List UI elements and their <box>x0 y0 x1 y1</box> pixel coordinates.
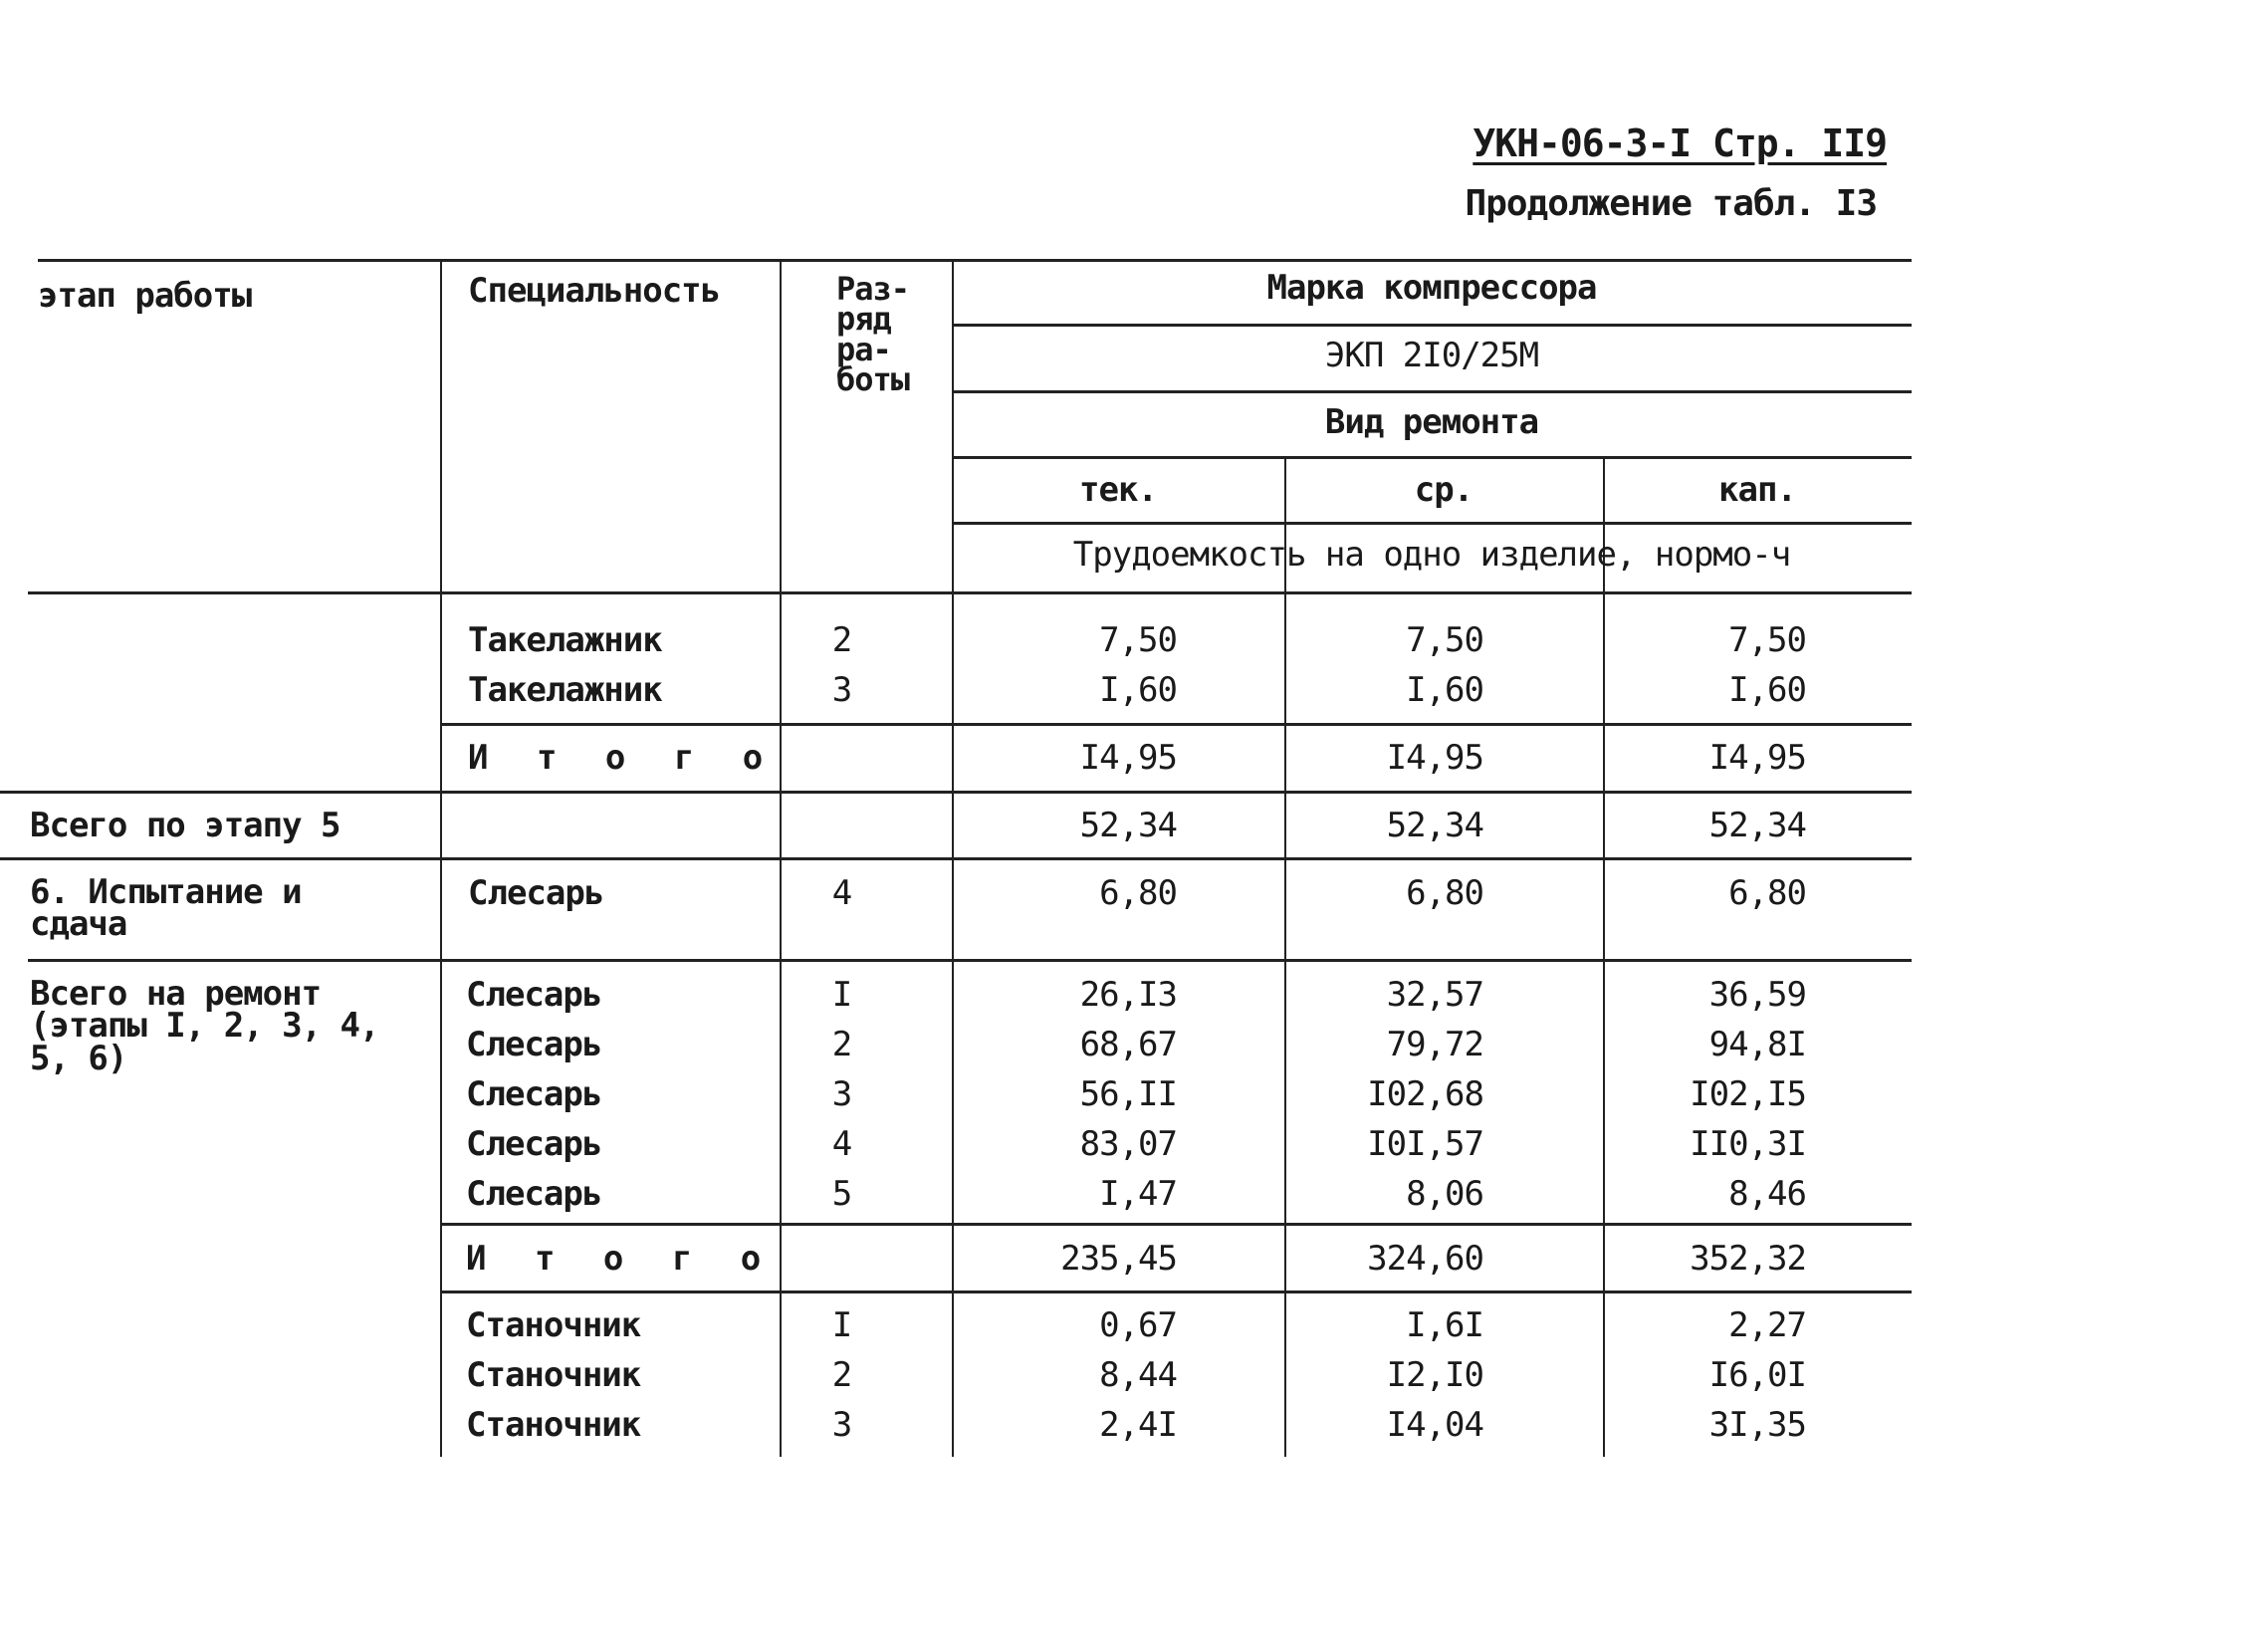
row-14-specialty: Станочник <box>466 1405 641 1445</box>
col-header-specialty: Специальность <box>468 271 721 311</box>
row-13-tek: 8,44 <box>1099 1355 1177 1395</box>
divider-sr-kap <box>1603 456 1605 1457</box>
row-3-tek: I4,95 <box>1079 738 1177 778</box>
row-10-kap: 8,46 <box>1728 1174 1806 1214</box>
row-10-sr: 8,06 <box>1406 1174 1483 1214</box>
row-5-specialty: Слесарь <box>468 873 604 913</box>
row-13-grade: 2 <box>831 1355 852 1395</box>
row-3-subtotal-label: И т о г о <box>468 738 778 778</box>
rule-before-subtotal-2 <box>440 1223 1912 1226</box>
row-3-sr: I4,95 <box>1386 738 1483 778</box>
row-4-tek: 52,34 <box>1079 806 1177 845</box>
header-bottom-rule <box>28 591 1912 594</box>
row-12-tek: 0,67 <box>1099 1305 1177 1345</box>
row-11-subtotal-label: И т о г о <box>466 1239 776 1279</box>
row-6-tek: 26,I3 <box>1079 975 1177 1015</box>
col-header-grade: Раз- ряд ра- боты <box>836 270 910 399</box>
row-6-grade: I <box>831 975 852 1015</box>
row-10-specialty: Слесарь <box>466 1174 602 1214</box>
row-1-tek: 7,50 <box>1099 620 1177 660</box>
row-11-tek: 235,45 <box>1060 1239 1177 1279</box>
col-header-kap: кап. <box>1718 470 1796 510</box>
row-3-kap: I4,95 <box>1708 738 1806 778</box>
row-4-stage: Всего по этапу 5 <box>30 806 340 845</box>
row-5-kap: 6,80 <box>1728 873 1806 913</box>
rule-under-brand <box>952 324 1912 327</box>
divider-stage-spec <box>440 259 442 1457</box>
compressor-model-header: ЭКП 2I0/25М <box>1324 336 1539 375</box>
row-11-kap: 352,32 <box>1690 1239 1806 1279</box>
row-14-kap: 3I,35 <box>1708 1405 1806 1445</box>
row-2-tek: I,60 <box>1099 670 1177 710</box>
row-6-stage: Всего на ремонт (этапы I, 2, 3, 4, 5, 6) <box>30 974 379 1078</box>
row-5-grade: 4 <box>831 873 852 913</box>
row-14-sr: I4,04 <box>1386 1405 1483 1445</box>
row-5-stage: 6. Испытание и сдача <box>30 872 302 945</box>
rule-before-subtotal-1 <box>442 723 1912 726</box>
row-4-sr: 52,34 <box>1386 806 1483 845</box>
row-12-kap: 2,27 <box>1728 1305 1806 1345</box>
row-4-kap: 52,34 <box>1708 806 1806 845</box>
row-7-specialty: Слесарь <box>466 1025 602 1064</box>
rule-after-stage5-total <box>0 857 1912 860</box>
repair-type-header: Вид ремонта <box>1324 402 1539 442</box>
row-9-specialty: Слесарь <box>466 1124 602 1164</box>
table-top-rule <box>38 259 1912 262</box>
row-7-grade: 2 <box>831 1025 852 1064</box>
row-9-kap: II0,3I <box>1690 1124 1806 1164</box>
row-13-kap: I6,0I <box>1708 1355 1806 1395</box>
row-14-grade: 3 <box>831 1405 852 1445</box>
col-header-sr: ср. <box>1414 470 1474 510</box>
rule-after-subtotal-1 <box>0 791 1912 794</box>
divider-tek-sr <box>1284 456 1286 1457</box>
row-10-tek: I,47 <box>1099 1174 1177 1214</box>
rule-under-repair-kinds <box>952 522 1912 525</box>
row-8-kap: I02,I5 <box>1690 1074 1806 1114</box>
row-8-grade: 3 <box>831 1074 852 1114</box>
row-10-grade: 5 <box>831 1174 852 1214</box>
labor-units-header: Трудоемкость на одно изделие, нормо-ч <box>1072 535 1791 575</box>
divider-spec-grade <box>780 259 782 1457</box>
row-9-grade: 4 <box>831 1124 852 1164</box>
compressor-brand-header: Марка компрессора <box>1266 268 1597 308</box>
row-7-kap: 94,8I <box>1708 1025 1806 1064</box>
row-6-specialty: Слесарь <box>466 975 602 1015</box>
row-12-specialty: Станочник <box>466 1305 641 1345</box>
row-12-grade: I <box>831 1305 852 1345</box>
row-8-sr: I02,68 <box>1367 1074 1483 1114</box>
row-1-grade: 2 <box>831 620 852 660</box>
row-7-tek: 68,67 <box>1079 1025 1177 1064</box>
row-14-tek: 2,4I <box>1099 1405 1177 1445</box>
row-7-sr: 79,72 <box>1386 1025 1483 1064</box>
row-5-tek: 6,80 <box>1099 873 1177 913</box>
row-6-sr: 32,57 <box>1386 975 1483 1015</box>
col-header-stage: этап работы <box>38 276 252 316</box>
row-9-sr: I0I,57 <box>1367 1124 1483 1164</box>
row-11-sr: 324,60 <box>1367 1239 1483 1279</box>
row-1-sr: 7,50 <box>1406 620 1483 660</box>
row-1-kap: 7,50 <box>1728 620 1806 660</box>
row-2-grade: 3 <box>831 670 852 710</box>
row-13-specialty: Станочник <box>466 1355 641 1395</box>
table-continuation-label: Продолжение табл. I3 <box>1465 183 1877 224</box>
row-8-tek: 56,II <box>1079 1074 1177 1114</box>
row-12-sr: I,6I <box>1406 1305 1483 1345</box>
document-code: УКН-06-3-I Стр. II9 <box>1473 121 1887 165</box>
row-2-specialty: Такелажник <box>468 670 662 710</box>
col-header-tek: тек. <box>1079 470 1157 510</box>
rule-under-model <box>952 390 1912 393</box>
rule-under-repair-type <box>952 456 1912 459</box>
row-6-kap: 36,59 <box>1708 975 1806 1015</box>
row-8-specialty: Слесарь <box>466 1074 602 1114</box>
rule-after-stage6 <box>28 959 1912 962</box>
row-5-sr: 6,80 <box>1406 873 1483 913</box>
row-2-sr: I,60 <box>1406 670 1483 710</box>
rule-after-subtotal-2 <box>440 1290 1912 1293</box>
row-13-sr: I2,I0 <box>1386 1355 1483 1395</box>
row-2-kap: I,60 <box>1728 670 1806 710</box>
row-1-specialty: Такелажник <box>468 620 662 660</box>
row-9-tek: 83,07 <box>1079 1124 1177 1164</box>
